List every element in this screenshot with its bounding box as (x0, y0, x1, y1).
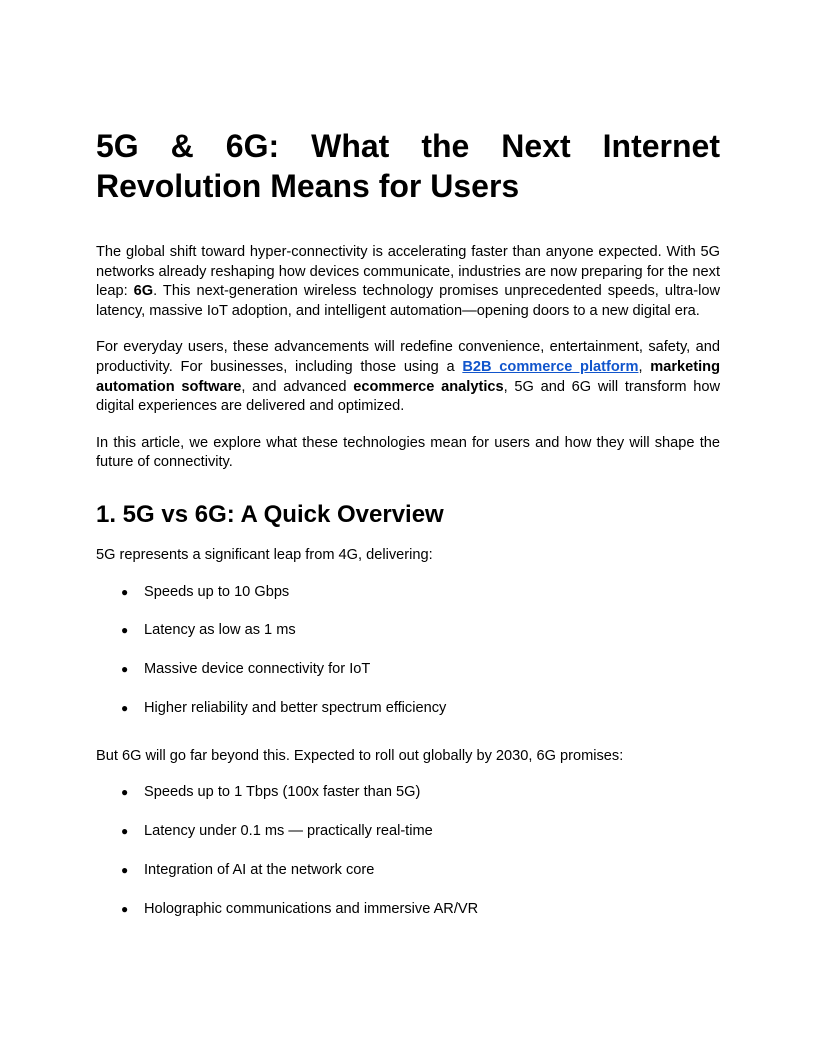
list-item-text: Speeds up to 10 Gbps (144, 583, 290, 600)
list-item (96, 583, 720, 603)
intro-5g: 5G represents a significant leap from 4G, delivering: (96, 546, 433, 563)
paragraph-users-separator: , (638, 358, 651, 375)
list-item (96, 621, 720, 641)
list-item (96, 660, 720, 680)
section-heading: 1. 5G vs 6G: A Quick Overview (96, 500, 444, 528)
list-5g (96, 583, 720, 719)
b2b-commerce-platform-link[interactable]: B2B commerce platform (462, 358, 639, 375)
list-item-text: Latency under 0.1 ms — practically real-time (144, 823, 433, 840)
list-item-text: Integration of AI at the network core (144, 862, 375, 879)
article-title: 5G & 6G: What the Next Internet Revolution Means for Users (96, 128, 720, 204)
document-page (96, 126, 720, 939)
list-item (96, 822, 720, 842)
list-item (96, 900, 720, 920)
paragraph-users (96, 338, 720, 416)
list-item (96, 861, 720, 881)
intro-6g: But 6G will go far beyond this. Expected to roll out globally by 2030, 6G promises: (96, 747, 624, 764)
paragraph-users-text-3: , 5G and 6G will transform how digital experiences are delivered and optimized. (96, 378, 720, 415)
list-item-text: Massive device connectivity for IoT (144, 661, 371, 678)
bullet-icon: ● (121, 584, 129, 599)
list-item-text: Speeds up to 1 Tbps (100x faster than 5G) (144, 784, 421, 801)
paragraph-intro-text-2: . This next-generation wireless technology promises unprecedented speeds, ultra-low latency, massive IoT adoption, and intelligent automation—opening doors to a new digital era. (96, 283, 721, 319)
paragraph-users-text-2: , and advanced (241, 378, 354, 395)
list-item-text: Holographic communications and immersive AR/VR (144, 901, 479, 918)
bullet-icon: ● (121, 824, 129, 839)
bullet-icon: ● (121, 623, 129, 638)
bullet-icon: ● (121, 662, 129, 677)
paragraph-intro-bold-6g: 6G (133, 283, 154, 300)
bullet-icon: ● (121, 863, 129, 878)
bullet-icon: ● (121, 785, 129, 800)
bullet-icon: ● (121, 902, 129, 917)
list-item (96, 783, 720, 803)
bullet-icon: ● (121, 701, 129, 716)
list-item (96, 699, 720, 719)
paragraph-explore: In this article, we explore what these technologies mean for users and how they will shape the future of connectivity. (96, 434, 720, 471)
list-item-text: Higher reliability and better spectrum efficiency (144, 700, 447, 717)
paragraph-intro-text-1: The global shift toward hyper-connectivity is accelerating faster than anyone expected. With 5G networks already reshaping how devices communicate, industries are now preparing for the next leap: (96, 244, 720, 300)
paragraph-users-bold-analytics: ecommerce analytics (353, 378, 504, 395)
paragraph-users-bold-marketing: marketing automation software (96, 358, 720, 395)
list-6g (96, 783, 720, 919)
paragraph-users-text-1: For everyday users, these advancements will redefine convenience, entertainment, safety, and productivity. For businesses, including those using a (96, 339, 720, 375)
paragraph-intro (96, 243, 720, 321)
list-item-text: Latency as low as 1 ms (144, 622, 296, 639)
